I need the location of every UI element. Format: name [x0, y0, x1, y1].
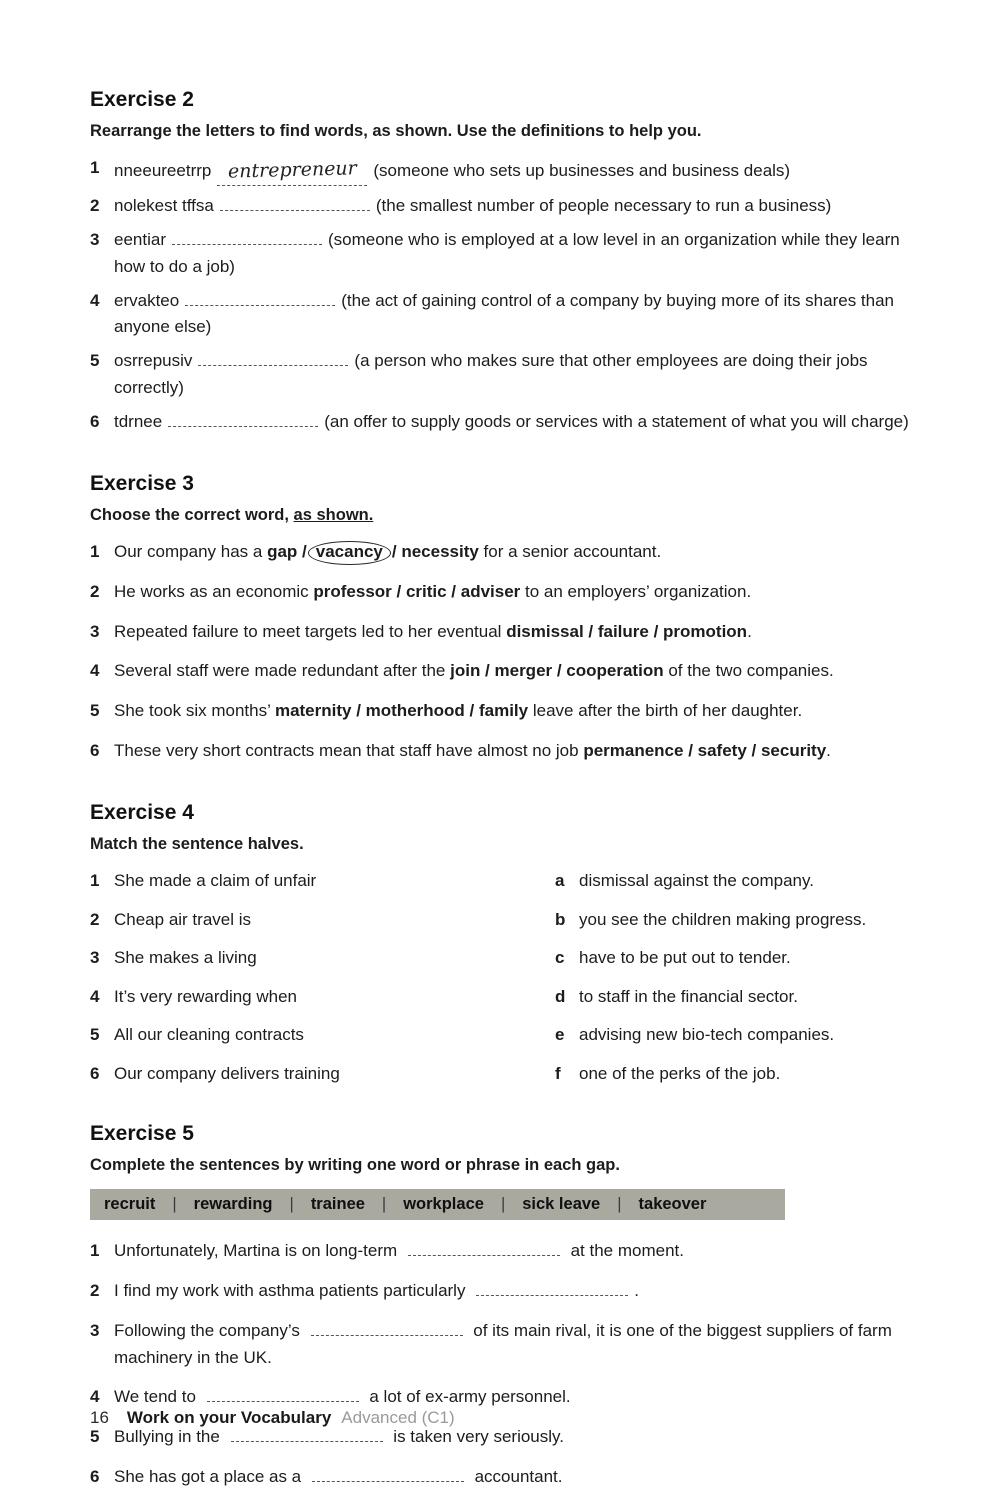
- item-number: 3: [90, 621, 100, 641]
- scrambled-word: osrrepusiv: [114, 351, 193, 371]
- word-bank-item: workplace |: [403, 1195, 522, 1214]
- answer-blank: [220, 195, 370, 211]
- choice-options: / necessity: [391, 541, 479, 561]
- match-right: [555, 1061, 912, 1087]
- sentence-post: .: [826, 741, 831, 761]
- item-number: 6: [90, 1467, 100, 1487]
- definition-text: (a person who makes sure that other employees are doing their jobs correctly): [114, 351, 868, 398]
- sentence-pre: Several staff were made redundant after the: [114, 661, 451, 681]
- item-text: [114, 1464, 912, 1491]
- sentence-post: of its main rival, it is one of the biggest suppliers of farm machinery in the UK.: [114, 1320, 892, 1367]
- item-text: [114, 698, 912, 725]
- definition-text: (an offer to supply goods or services with a statement of what you will charge): [324, 412, 909, 432]
- exercise3-item-6: [90, 738, 912, 765]
- page-number: 16: [90, 1408, 109, 1427]
- word-bank-item: trainee |: [311, 1195, 403, 1214]
- sentence-post: of the two companies.: [663, 661, 834, 681]
- exercise5-title: Exercise 5: [90, 1122, 194, 1146]
- definition-text: (someone who sets up businesses and business deals): [373, 161, 791, 180]
- choice-options: dismissal / failure / promotion: [506, 621, 748, 641]
- answer-blank: [168, 411, 318, 427]
- definition-text: (someone who is employed at a low level in an organization while they learn how to do a job): [114, 229, 900, 276]
- match-right: [555, 868, 912, 894]
- item-letter: b: [555, 909, 566, 929]
- match-left: [90, 907, 555, 933]
- left-half-text: Cheap air travel is: [114, 909, 252, 929]
- sentence-pre: Repeated failure to meet targets led to her eventual: [114, 621, 507, 641]
- choice-options: professor / critic / adviser: [313, 581, 521, 601]
- item-text: [114, 1278, 912, 1305]
- word-bank-item: rewarding |: [194, 1195, 311, 1214]
- exercise5-item-1: [90, 1238, 912, 1265]
- match-right: [555, 945, 912, 971]
- item-text: [114, 348, 912, 402]
- scrambled-word: eentiar: [114, 229, 166, 249]
- item-text: [114, 1318, 912, 1372]
- sentence-post: is taken very seriously.: [388, 1427, 564, 1447]
- match-row-1: [90, 868, 912, 894]
- sentence-post: at the moment.: [565, 1241, 684, 1261]
- match-left: [90, 868, 555, 894]
- exercise5-item-6: [90, 1464, 912, 1491]
- exercise2-title: Exercise 2: [90, 88, 194, 111]
- answer-gap: [312, 1467, 464, 1482]
- match-row-4: [90, 984, 912, 1010]
- word-bank-item: sick leave |: [522, 1195, 638, 1214]
- item-letter: f: [555, 1063, 561, 1083]
- scrambled-word: nolekest tffsa: [114, 196, 214, 216]
- exercise4-instructions: Match the sentence halves.: [90, 835, 304, 854]
- match-row-5: [90, 1022, 912, 1048]
- item-number: 1: [90, 541, 100, 561]
- right-half-text: have to be put out to tender.: [579, 948, 791, 968]
- item-number: 3: [90, 1320, 100, 1340]
- choice-options: maternity / motherhood / family: [274, 701, 529, 721]
- exercise5-item-3: [90, 1318, 912, 1372]
- item-number: 2: [90, 1280, 100, 1300]
- sentence-post: a lot of ex-army personnel.: [364, 1387, 571, 1407]
- answer-blank: [185, 290, 335, 306]
- exercise2-item-3: [90, 227, 912, 281]
- answer-gap: [476, 1281, 628, 1296]
- sentence-pre: These very short contracts mean that staff have almost no job: [114, 741, 584, 761]
- exercise2-item-4: [90, 288, 912, 342]
- answer-gap: [408, 1241, 560, 1256]
- scrambled-word: ervakteo: [114, 290, 180, 310]
- item-number: 4: [90, 986, 100, 1006]
- item-number: 5: [90, 351, 100, 371]
- exercise2-item-5: [90, 348, 912, 402]
- sentence-post: leave after the birth of her daughter.: [528, 701, 803, 721]
- choice-options: permanence / safety / security: [583, 741, 827, 761]
- right-half-text: dismissal against the company.: [579, 871, 814, 891]
- item-text: [114, 155, 912, 186]
- page-footer: [90, 1408, 455, 1428]
- sentence-pre: I find my work with asthma patients particularly: [114, 1280, 471, 1300]
- scrambled-word: nneeureetrrp: [114, 161, 212, 180]
- item-number: 1: [90, 158, 100, 177]
- match-row-3: [90, 945, 912, 971]
- sentence-post: for a senior accountant.: [478, 541, 662, 561]
- item-number: 1: [90, 1241, 100, 1261]
- exercise3-section: [90, 472, 912, 765]
- item-number: 1: [90, 871, 100, 891]
- exercise5-item-2: [90, 1278, 912, 1305]
- instructions-text: Choose the correct word,: [90, 505, 294, 524]
- match-left: [90, 1061, 555, 1087]
- answer-blank: [217, 155, 367, 186]
- exercise5-instructions: Complete the sentences by writing one word or phrase in each gap.: [90, 1156, 620, 1175]
- match-right: [555, 1022, 912, 1048]
- item-number: 5: [90, 1025, 100, 1045]
- item-letter: c: [555, 948, 565, 968]
- item-text: [114, 193, 912, 220]
- match-left: [90, 1022, 555, 1048]
- match-right: [555, 984, 912, 1010]
- sentence-post: to an employers’ organization.: [520, 581, 752, 601]
- right-half-text: to staff in the financial sector.: [579, 986, 798, 1006]
- exercise4-title: Exercise 4: [90, 801, 194, 825]
- left-half-text: Our company delivers training: [114, 1063, 340, 1083]
- sentence-pre: We tend to: [114, 1387, 201, 1407]
- item-number: 2: [90, 581, 100, 601]
- right-half-text: one of the perks of the job.: [579, 1063, 781, 1083]
- item-text: [114, 658, 912, 685]
- item-text: [114, 1238, 912, 1265]
- sentence-pre: Our company has a: [114, 541, 268, 561]
- item-number: 6: [90, 741, 100, 761]
- sentence-pre: She took six months’: [114, 701, 275, 721]
- definition-text: (the smallest number of people necessary to run a business): [375, 196, 832, 216]
- item-number: 6: [90, 1063, 100, 1083]
- item-number: 6: [90, 412, 100, 432]
- match-row-2: [90, 907, 912, 933]
- answer-blank: [198, 350, 348, 366]
- footer-book-subtitle: Advanced (C1): [341, 1408, 455, 1427]
- right-half-text: you see the children making progress.: [579, 909, 867, 929]
- item-number: 3: [90, 948, 100, 968]
- exercise2-instructions: Rearrange the letters to find words, as shown. Use the definitions to help you.: [90, 122, 702, 140]
- match-left: [90, 984, 555, 1010]
- exercise3-title: Exercise 3: [90, 471, 194, 495]
- match-right: [555, 907, 912, 933]
- item-text: [114, 409, 912, 436]
- left-half-text: She makes a living: [114, 948, 257, 968]
- answer-blank: [172, 229, 322, 245]
- circled-answer: vacancy: [308, 541, 391, 565]
- exercise2-section: [90, 88, 912, 436]
- item-number: 3: [90, 229, 100, 249]
- exercise3-item-3: [90, 619, 912, 646]
- exercise2-item-1: [90, 155, 912, 186]
- item-letter: e: [555, 1025, 565, 1045]
- item-number: 4: [90, 290, 100, 310]
- item-text: [114, 227, 912, 281]
- exercise3-instructions: [90, 506, 912, 525]
- sentence-pre: Unfortunately, Martina is on long-term: [114, 1241, 402, 1261]
- sentence-post: accountant.: [469, 1467, 563, 1487]
- choice-options: gap /: [267, 541, 307, 561]
- word-bank-item: takeover: [638, 1195, 707, 1214]
- word-bank-item: recruit |: [104, 1195, 194, 1214]
- left-half-text: All our cleaning contracts: [114, 1025, 304, 1045]
- item-number: 4: [90, 1387, 100, 1407]
- item-number: 5: [90, 1427, 100, 1447]
- handwritten-answer: entrepreneur: [227, 157, 357, 183]
- exercise4-section: [90, 801, 912, 1086]
- item-letter: a: [555, 871, 565, 891]
- item-number: 5: [90, 701, 100, 721]
- answer-gap: [231, 1427, 383, 1442]
- match-left: [90, 945, 555, 971]
- answer-gap: [207, 1387, 359, 1402]
- sentence-pre: He works as an economic: [114, 581, 314, 601]
- item-number: 4: [90, 661, 100, 681]
- exercise3-item-2: [90, 579, 912, 606]
- right-half-text: advising new bio-tech companies.: [579, 1025, 835, 1045]
- item-text: [114, 619, 912, 646]
- item-number: 2: [90, 196, 100, 216]
- exercise3-item-1: [90, 539, 912, 566]
- sentence-pre: Bullying in the: [114, 1427, 225, 1447]
- exercise3-item-4: [90, 658, 912, 685]
- word-bank: [90, 1189, 785, 1220]
- sentence-post: .: [634, 1280, 639, 1300]
- footer-book-title: Work on your Vocabulary: [126, 1408, 332, 1427]
- choice-options: join / merger / cooperation: [450, 661, 664, 681]
- sentence-post: .: [747, 621, 752, 641]
- match-row-6: [90, 1061, 912, 1087]
- exercise5-item-5: [90, 1424, 912, 1451]
- item-text: [114, 738, 912, 765]
- answer-gap: [311, 1321, 463, 1336]
- exercise2-item-2: [90, 193, 912, 220]
- scrambled-word: tdrnee: [114, 412, 163, 432]
- item-text: [114, 579, 912, 606]
- definition-text: (the act of gaining control of a company by buying more of its shares than anyone else): [114, 290, 895, 337]
- left-half-text: She made a claim of unfair: [114, 871, 317, 891]
- item-text: [114, 1424, 912, 1451]
- exercise5-section: [90, 1122, 912, 1491]
- sentence-pre: She has got a place as a: [114, 1467, 306, 1487]
- left-half-text: It’s very rewarding when: [114, 986, 297, 1006]
- item-text: [114, 539, 912, 566]
- sentence-pre: Following the company’s: [114, 1320, 305, 1340]
- item-number: 2: [90, 909, 100, 929]
- instructions-underlined: as shown.: [293, 505, 374, 524]
- item-letter: d: [555, 986, 566, 1006]
- exercise3-item-5: [90, 698, 912, 725]
- item-text: [114, 288, 912, 342]
- exercise2-item-6: [90, 409, 912, 436]
